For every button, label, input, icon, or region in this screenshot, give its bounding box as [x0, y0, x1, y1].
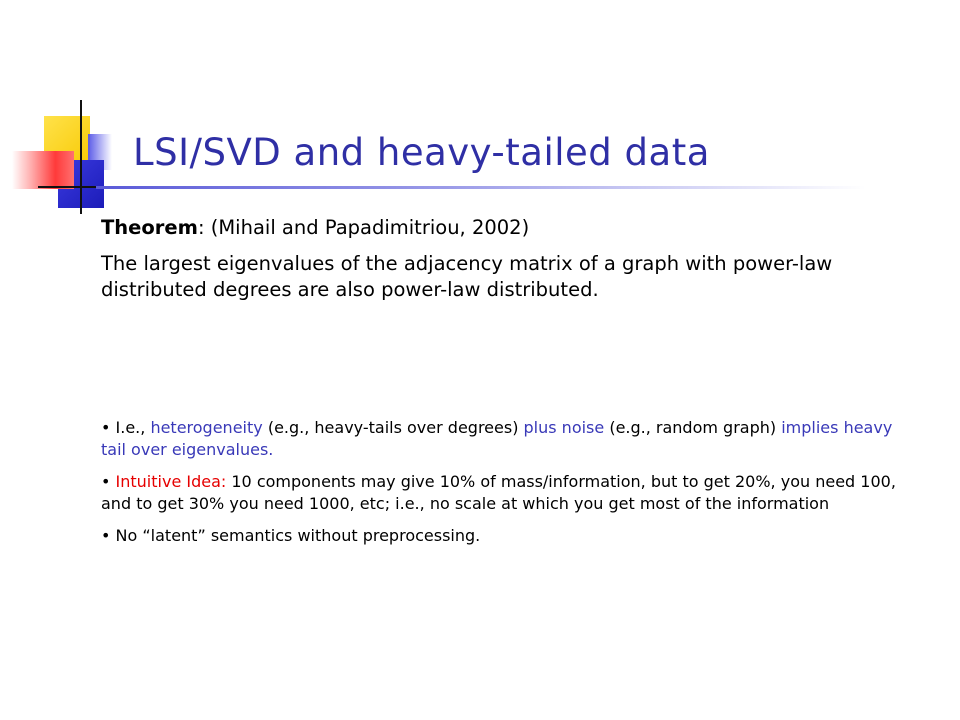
bullet-highlight: implies heavy tail over eigenvalues. — [101, 418, 893, 459]
bullet-text: I.e., — [115, 418, 151, 437]
theorem-block — [101, 215, 891, 303]
theorem-label: Theorem — [101, 216, 198, 239]
theorem-citation: : (Mihail and Papadimitriou, 2002) — [197, 216, 530, 239]
theorem-heading — [101, 215, 891, 241]
bullet-highlight: plus noise — [523, 418, 605, 437]
bullet-text: (e.g., random graph) — [604, 418, 782, 437]
bullet-marker: • — [101, 526, 116, 545]
bullet-text: No “latent” semantics without preprocessing. — [115, 526, 481, 545]
bullet-item-3 — [101, 525, 901, 547]
bullet-marker: • — [101, 472, 116, 491]
bullet-highlight: Intuitive Idea: — [115, 472, 227, 491]
bullet-highlight: heterogeneity — [150, 418, 263, 437]
slide-title: LSI/SVD and heavy-tailed data — [133, 131, 710, 174]
red-bar-decoration — [12, 151, 74, 189]
horizontal-line-decoration — [38, 186, 100, 188]
bullet-list — [101, 417, 901, 557]
bullet-item-2 — [101, 471, 901, 515]
bullet-text: (e.g., heavy-tails over degrees) — [262, 418, 524, 437]
bullet-item-1 — [101, 417, 901, 461]
title-underline — [96, 186, 866, 189]
theorem-statement: The largest eigenvalues of the adjacency matrix of a graph with power-law distributed degrees are also power-law distributed. — [101, 252, 833, 301]
bullet-text: 10 components may give 10% of mass/information, but to get 20%, you need 100, and to get 30% you need 1000, etc; i.e., no scale at which you get most of the information — [101, 472, 896, 513]
bullet-marker: • — [101, 418, 116, 437]
vertical-line-decoration — [80, 100, 82, 214]
